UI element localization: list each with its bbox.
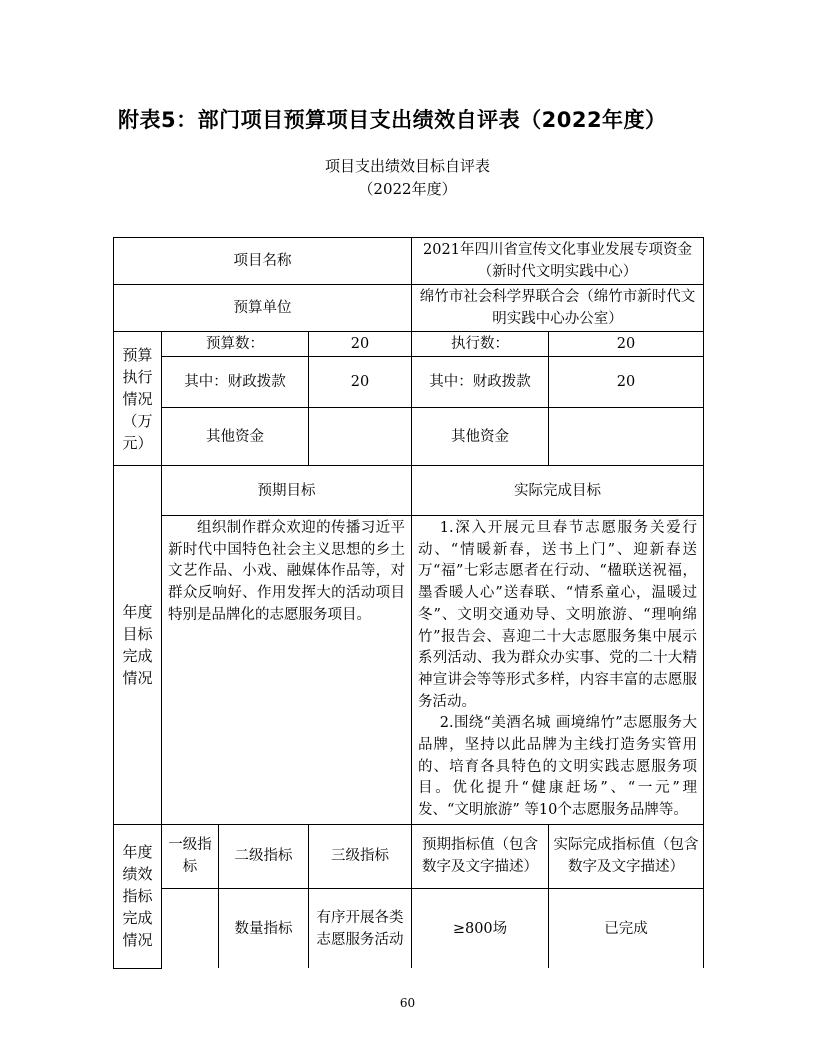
col-header-level2: 二级指标 <box>219 824 309 888</box>
row-level1 <box>162 888 219 968</box>
actual-goal-header: 实际完成目标 <box>412 466 704 516</box>
expected-goal-header: 预期目标 <box>162 466 412 516</box>
actual-goal-paragraph-1: 1.深入开展元旦春节志愿服务关爱行动、“情暖新春，送书上门”、迎新春送万“福”七彩志愿者在行动、“楹联送祝福，墨香暖人心”送春联、“情系童心，温暖过冬”、文明交通劝导、文明旅游、“理响绵竹”报告会、喜迎二十大志愿服务集中展示系列活动、我为群众办实事、党的二十大精神宣讲会等等形式多样，内容丰富的志愿服务活动。 <box>418 520 697 710</box>
budget-unit-value: 绵竹市社会科学界联合会（绵竹市新时代文明实践中心办公室） <box>412 285 704 332</box>
col-header-level3: 三级指标 <box>309 824 412 888</box>
document-heading: 附表5：部门项目预算项目支出绩效自评表（2022年度） <box>118 108 667 132</box>
fiscal-exec-value: 20 <box>549 357 704 408</box>
other-funds-exec-value <box>549 408 704 466</box>
fiscal-value: 20 <box>309 357 412 408</box>
project-name-label: 项目名称 <box>114 238 412 285</box>
row-expected: ≥800场 <box>412 888 549 968</box>
row-actual: 已完成 <box>549 888 704 968</box>
budget-exec-label: 预算执行情况（万元） <box>114 332 162 466</box>
col-header-level1: 一级指标 <box>162 824 219 888</box>
actual-goal-text <box>412 516 704 825</box>
budget-unit-label: 预算单位 <box>114 285 412 332</box>
fiscal-label: 其中：财政拨款 <box>162 357 309 408</box>
annual-goal-label: 年度目标完成情况 <box>114 466 162 825</box>
project-name-value: 2021年四川省宣传文化事业发展专项资金（新时代文明实践中心） <box>412 238 704 285</box>
budget-amount-label: 预算数： <box>162 332 309 357</box>
expected-goal-paragraph: 组织制作群众欢迎的传播习近平新时代中国特色社会主义思想的乡土文艺作品、小戏、融媒体作品等，对群众反响好、作用发挥大的活动项目特别是品牌化的志愿服务项目。 <box>168 520 405 623</box>
perf-indicator-label: 年度绩效指标完成情况 <box>114 824 162 968</box>
page-number: 60 <box>399 996 416 1010</box>
performance-table <box>113 237 704 969</box>
table-year: （2022年度） <box>358 180 457 198</box>
col-header-expected: 预期指标值（包含数字及文字描述） <box>412 824 549 888</box>
table-row <box>114 888 704 968</box>
other-funds-label: 其他资金 <box>162 408 309 466</box>
exec-amount-value: 20 <box>549 332 704 357</box>
fiscal-exec-label: 其中：财政拨款 <box>412 357 549 408</box>
row-level2: 数量指标 <box>219 888 309 968</box>
row-level3: 有序开展各类志愿服务活动 <box>309 888 412 968</box>
actual-goal-paragraph-2: 2.围绕“美酒名城 画境绵竹”志愿服务大品牌，坚持以此品牌为主线打造务实管用的、培育各具特色的文明实践志愿服务项目。优化提升“健康赶场”、“一元”理发、“文明旅游” 等10个志愿服务品牌等。 <box>418 715 697 819</box>
expected-goal-text <box>162 516 412 825</box>
exec-amount-label: 执行数： <box>412 332 549 357</box>
other-funds-value <box>309 408 412 466</box>
other-funds-exec-label: 其他资金 <box>412 408 549 466</box>
budget-amount-value: 20 <box>309 332 412 357</box>
col-header-actual: 实际完成指标值（包含数字及文字描述） <box>549 824 704 888</box>
table-title: 项目支出绩效目标自评表 <box>324 157 490 175</box>
